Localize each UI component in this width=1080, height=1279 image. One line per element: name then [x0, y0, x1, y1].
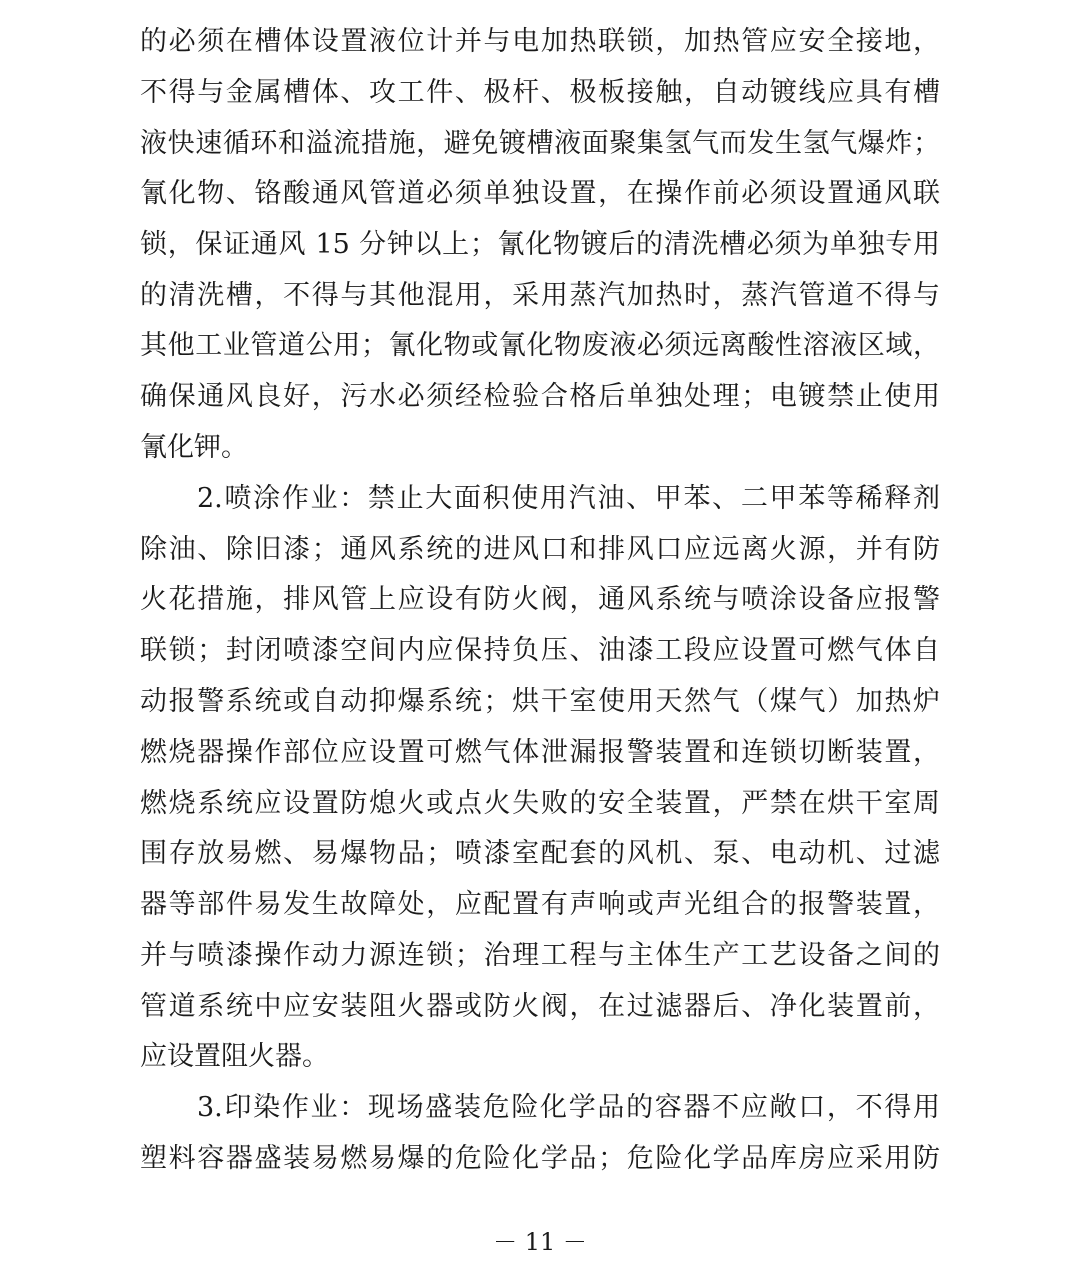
text-line: 应设置阻火器。 [140, 1041, 329, 1072]
paragraph-2-first-line: 2.喷涂作业：禁止大面积使用汽油、甲苯、二甲苯等稀释剂 [197, 483, 940, 514]
text-line: 联锁；封闭喷漆空间内应保持负压、油漆工段应设置可燃气体自 [140, 635, 940, 666]
text-line: 除油、除旧漆；通风系统的进风口和排风口应远离火源，并有防 [140, 534, 940, 565]
text-line: 管道系统中应安装阻火器或防火阀，在过滤器后、净化装置前， [140, 991, 940, 1022]
text-line: 其他工业管道公用；氰化物或氰化物废液必须远离酸性溶液区域， [140, 330, 940, 361]
text-line: 氰化物、铬酸通风管道必须单独设置，在操作前必须设置通风联 [140, 178, 940, 209]
text-line: 液快速循环和溢流措施，避免镀槽液面聚集氢气而发生氢气爆炸； [140, 128, 940, 159]
paragraph-3-first-line: 3.印染作业：现场盛装危险化学品的容器不应敞口，不得用 [197, 1092, 940, 1123]
text-line: 燃烧器操作部位应设置可燃气体泄漏报警装置和连锁切断装置， [140, 737, 940, 768]
text-line: 的清洗槽，不得与其他混用，采用蒸汽加热时，蒸汽管道不得与 [140, 280, 940, 311]
text-line: 围存放易燃、易爆物品；喷漆室配套的风机、泵、电动机、过滤 [140, 838, 940, 869]
text-line: 的必须在槽体设置液位计并与电加热联锁，加热管应安全接地， [140, 26, 940, 57]
text-line: 火花措施，排风管上应设有防火阀，通风系统与喷涂设备应报警 [140, 584, 940, 615]
text-line: 锁，保证通风 15 分钟以上；氰化物镀后的清洗槽必须为单独专用 [140, 229, 940, 260]
text-line: 塑料容器盛装易燃易爆的危险化学品；危险化学品库房应采用防 [140, 1143, 940, 1174]
text-line: 确保通风良好，污水必须经检验合格后单独处理；电镀禁止使用 [140, 381, 940, 412]
text-line: 器等部件易发生故障处，应配置有声响或声光组合的报警装置， [140, 889, 940, 920]
page-number: － 11 － [493, 1228, 587, 1256]
text-line: 动报警系统或自动抑爆系统；烘干室使用天然气（煤气）加热炉 [140, 686, 940, 717]
text-line: 不得与金属槽体、攻工件、极杆、极板接触，自动镀线应具有槽 [140, 77, 940, 108]
text-line: 氰化钾。 [140, 432, 248, 463]
text-line: 燃烧系统应设置防熄火或点火失败的安全装置，严禁在烘干室周 [140, 788, 940, 819]
text-line: 并与喷漆操作动力源连锁；治理工程与主体生产工艺设备之间的 [140, 940, 940, 971]
